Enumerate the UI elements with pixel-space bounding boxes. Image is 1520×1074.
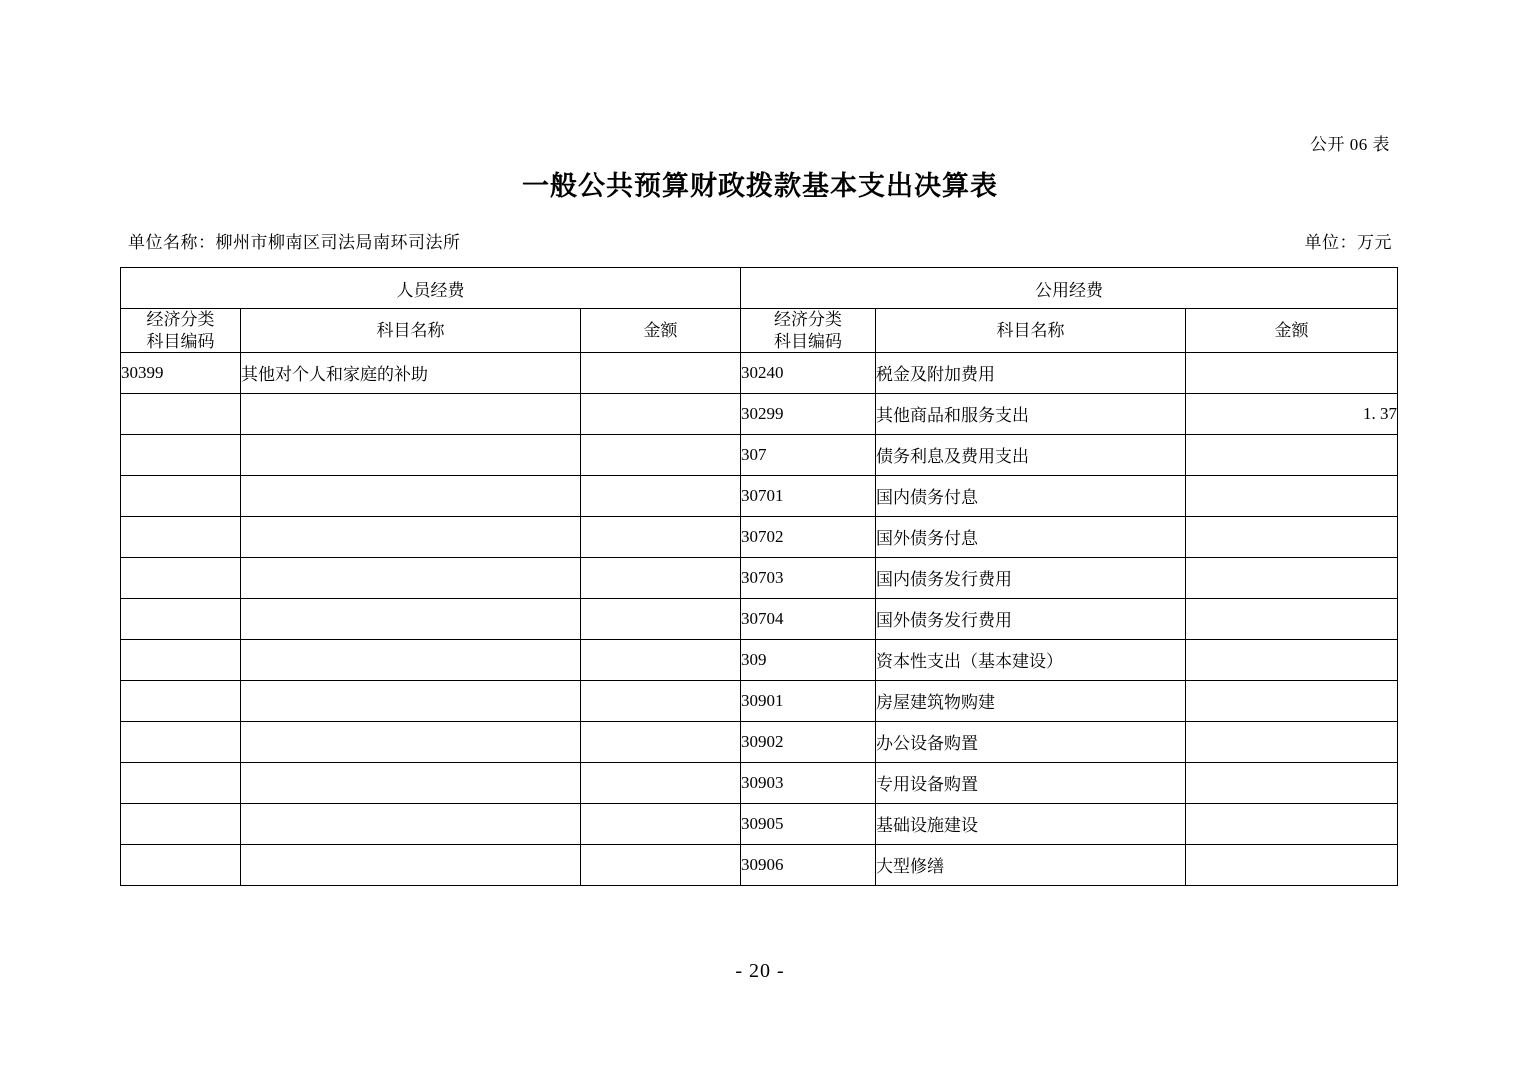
group-header-personnel: 人员经费 xyxy=(121,268,741,309)
column-header-personnel-code-line1: 经济分类 xyxy=(146,310,215,330)
cell-personnel-code xyxy=(121,639,241,680)
cell-personnel-name xyxy=(241,721,581,762)
cell-personnel-name xyxy=(241,557,581,598)
cell-public-code: 30240 xyxy=(741,352,876,393)
cell-personnel-code xyxy=(121,393,241,434)
cell-personnel-code: 30399 xyxy=(121,352,241,393)
table-body xyxy=(121,352,1398,885)
cell-public-code: 309 xyxy=(741,639,876,680)
cell-personnel-amount xyxy=(581,762,741,803)
column-header-public-amount: 金额 xyxy=(1186,309,1398,353)
cell-personnel-name xyxy=(241,803,581,844)
cell-personnel-code xyxy=(121,434,241,475)
cell-personnel-amount xyxy=(581,352,741,393)
cell-public-code: 30701 xyxy=(741,475,876,516)
cell-public-code: 307 xyxy=(741,434,876,475)
cell-personnel-amount xyxy=(581,803,741,844)
column-header-personnel-name: 科目名称 xyxy=(241,309,581,353)
cell-personnel-name: 其他对个人和家庭的补助 xyxy=(241,352,581,393)
cell-personnel-code xyxy=(121,721,241,762)
cell-personnel-name xyxy=(241,680,581,721)
cell-public-amount xyxy=(1186,680,1398,721)
table-row xyxy=(121,393,1398,434)
cell-personnel-code xyxy=(121,803,241,844)
cell-personnel-name xyxy=(241,762,581,803)
cell-public-code: 30906 xyxy=(741,844,876,885)
column-header-personnel-code-line2: 科目编码 xyxy=(146,331,215,351)
cell-public-name: 税金及附加费用 xyxy=(876,352,1186,393)
column-header-public-name: 科目名称 xyxy=(876,309,1186,353)
column-header-personnel-code xyxy=(121,309,241,353)
cell-personnel-code xyxy=(121,680,241,721)
cell-personnel-name xyxy=(241,844,581,885)
cell-personnel-name xyxy=(241,393,581,434)
cell-personnel-name xyxy=(241,434,581,475)
cell-personnel-code xyxy=(121,598,241,639)
cell-personnel-amount xyxy=(581,680,741,721)
table-row xyxy=(121,803,1398,844)
cell-personnel-code xyxy=(121,844,241,885)
table-row xyxy=(121,352,1398,393)
table-row xyxy=(121,516,1398,557)
table-row xyxy=(121,475,1398,516)
cell-personnel-code xyxy=(121,516,241,557)
cell-public-name: 国外债务付息 xyxy=(876,516,1186,557)
cell-public-name: 债务利息及费用支出 xyxy=(876,434,1186,475)
cell-personnel-amount xyxy=(581,475,741,516)
cell-public-name: 国外债务发行费用 xyxy=(876,598,1186,639)
page-title: 一般公共预算财政拨款基本支出决算表 xyxy=(522,171,998,201)
cell-personnel-name xyxy=(241,598,581,639)
cell-personnel-code xyxy=(121,475,241,516)
cell-public-amount xyxy=(1186,803,1398,844)
table-column-header-row xyxy=(121,309,1398,353)
cell-personnel-amount xyxy=(581,598,741,639)
cell-public-amount xyxy=(1186,721,1398,762)
cell-personnel-name xyxy=(241,516,581,557)
cell-public-amount xyxy=(1186,844,1398,885)
meta-row xyxy=(120,228,1400,253)
cell-public-amount xyxy=(1186,516,1398,557)
cell-public-amount xyxy=(1186,598,1398,639)
table-row xyxy=(121,557,1398,598)
cell-public-amount xyxy=(1186,557,1398,598)
column-header-public-code-line1: 经济分类 xyxy=(774,310,842,330)
cell-public-name: 办公设备购置 xyxy=(876,721,1186,762)
cell-personnel-amount xyxy=(581,393,741,434)
cell-personnel-amount xyxy=(581,721,741,762)
cell-personnel-code xyxy=(121,557,241,598)
cell-personnel-amount xyxy=(581,516,741,557)
cell-public-code: 30903 xyxy=(741,762,876,803)
column-header-public-code-line2: 科目编码 xyxy=(774,331,842,351)
cell-public-name: 专用设备购置 xyxy=(876,762,1186,803)
column-header-personnel-amount: 金额 xyxy=(581,309,741,353)
expenditure-table xyxy=(120,267,1398,886)
cell-personnel-name xyxy=(241,475,581,516)
cell-public-amount xyxy=(1186,352,1398,393)
cell-public-amount xyxy=(1186,639,1398,680)
cell-personnel-amount xyxy=(581,639,741,680)
cell-personnel-code xyxy=(121,762,241,803)
table-row xyxy=(121,434,1398,475)
cell-public-name: 房屋建筑物购建 xyxy=(876,680,1186,721)
table-group-header-row xyxy=(121,268,1398,309)
cell-personnel-amount xyxy=(581,434,741,475)
unit-name: 单位名称：柳州市柳南区司法局南环司法所 xyxy=(128,233,461,253)
table-row xyxy=(121,721,1398,762)
cell-personnel-amount xyxy=(581,844,741,885)
cell-public-name: 大型修缮 xyxy=(876,844,1186,885)
table-row xyxy=(121,762,1398,803)
table-row xyxy=(121,680,1398,721)
cell-public-name: 其他商品和服务支出 xyxy=(876,393,1186,434)
cell-personnel-name xyxy=(241,639,581,680)
table-row xyxy=(121,844,1398,885)
page-number: - 20 - xyxy=(735,960,785,982)
cell-public-name: 国内债务发行费用 xyxy=(876,557,1186,598)
cell-public-code: 30902 xyxy=(741,721,876,762)
cell-public-amount xyxy=(1186,762,1398,803)
cell-personnel-amount xyxy=(581,557,741,598)
cell-public-code: 30901 xyxy=(741,680,876,721)
form-tag: 公开 06 表 xyxy=(1310,135,1390,154)
cell-public-amount xyxy=(1186,434,1398,475)
cell-public-code: 30704 xyxy=(741,598,876,639)
cell-public-name: 基础设施建设 xyxy=(876,803,1186,844)
cell-public-name: 国内债务付息 xyxy=(876,475,1186,516)
amount-unit: 单位：万元 xyxy=(1304,233,1392,253)
cell-public-amount xyxy=(1186,475,1398,516)
cell-public-name: 资本性支出（基本建设） xyxy=(876,639,1186,680)
column-header-public-code xyxy=(741,309,876,353)
cell-public-code: 30703 xyxy=(741,557,876,598)
table-row xyxy=(121,639,1398,680)
cell-public-code: 30905 xyxy=(741,803,876,844)
group-header-public: 公用经费 xyxy=(741,268,1398,309)
cell-public-code: 30702 xyxy=(741,516,876,557)
cell-public-code: 30299 xyxy=(741,393,876,434)
table-row xyxy=(121,598,1398,639)
cell-public-amount: 1. 37 xyxy=(1186,393,1398,434)
